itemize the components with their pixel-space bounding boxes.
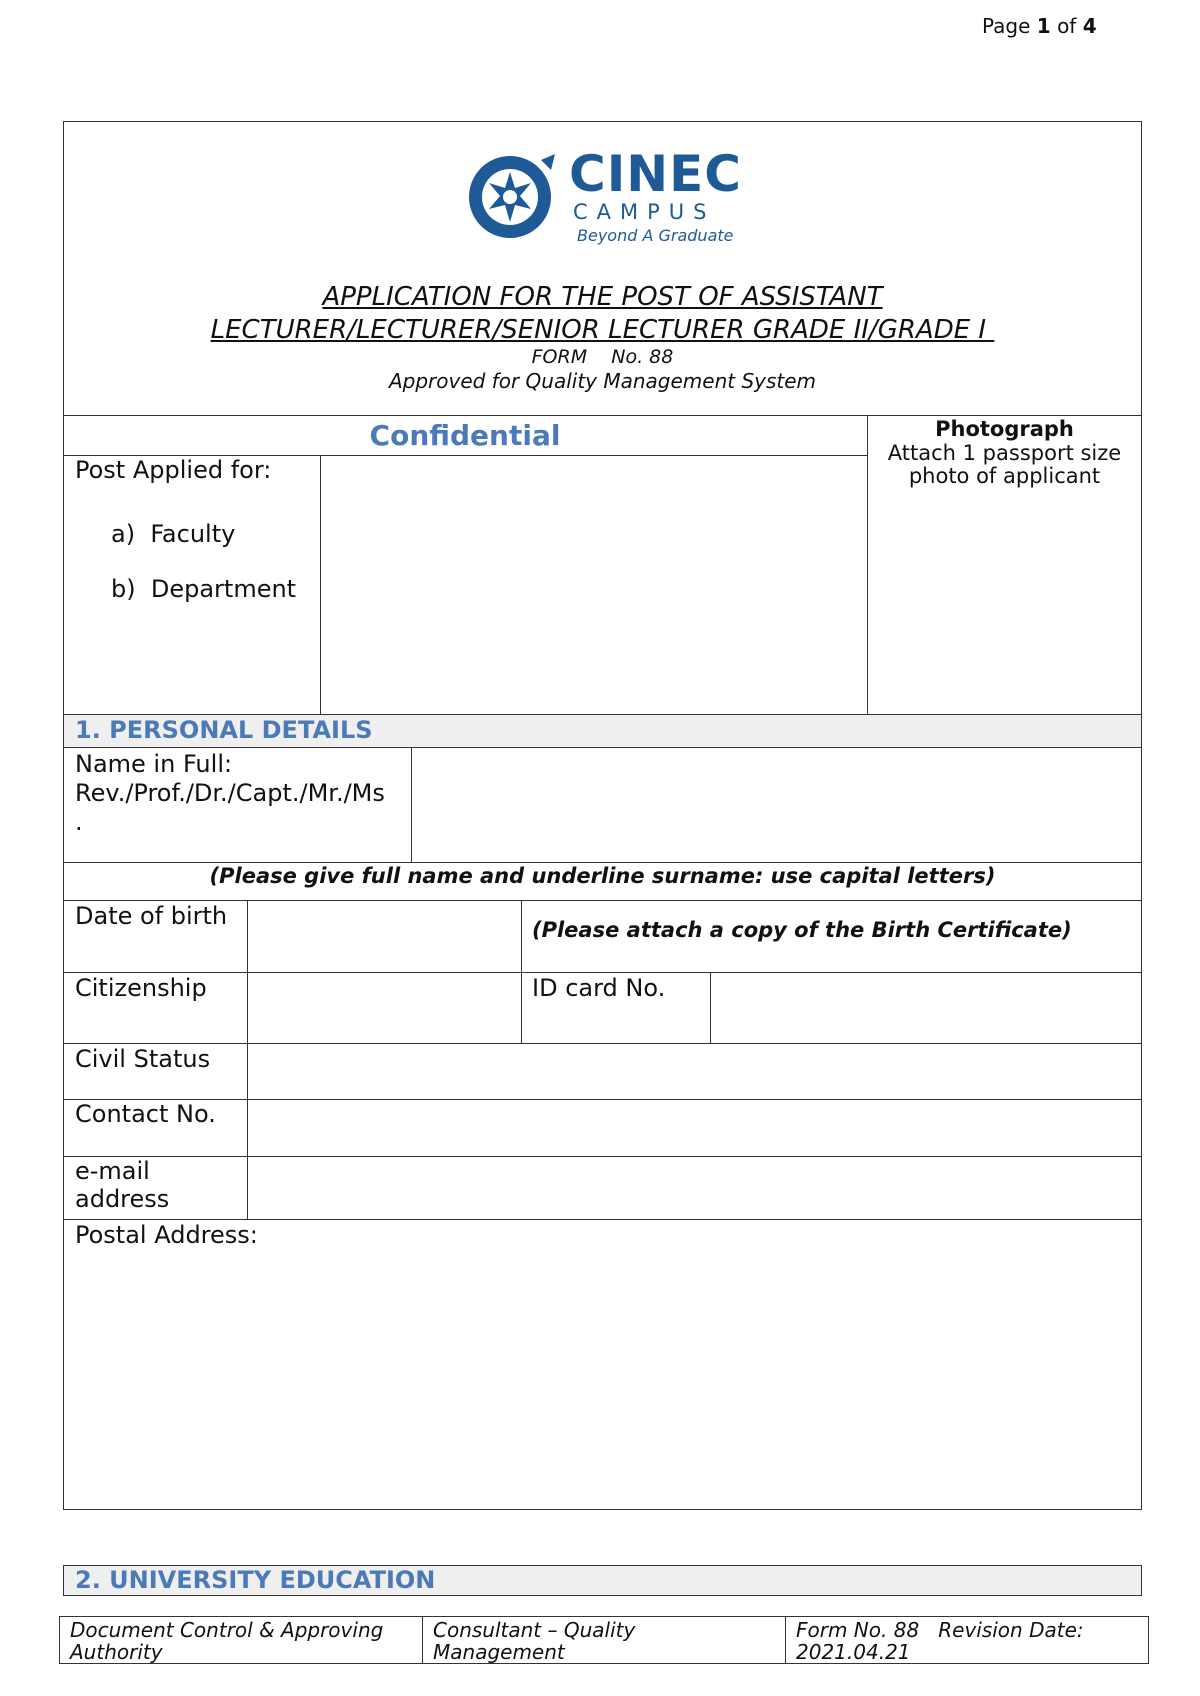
post-faculty-label: a) Faculty [111, 520, 236, 548]
cinec-logo [465, 145, 745, 250]
divider [63, 900, 1142, 901]
post-applied-label: Post Applied for: [75, 456, 272, 484]
post-applied-field[interactable] [322, 457, 865, 712]
civil-status-label: Civil Status [75, 1045, 211, 1073]
name-label-line2: Rev./Prof./Dr./Capt./Mr./Ms [75, 779, 385, 807]
divider [785, 1616, 786, 1664]
approved-note: Approved for Quality Management System [388, 369, 817, 393]
divider [63, 415, 1142, 416]
logo-name: CINEC [569, 145, 742, 203]
form-number: FORM No. 88 [531, 346, 674, 368]
divider [320, 455, 321, 714]
email-label-line1: e-mail [75, 1157, 150, 1185]
logo-sub: CAMPUS [573, 200, 716, 224]
footer-col2-line1: Consultant – Quality [433, 1618, 636, 1642]
post-department-label: b) Department [111, 575, 297, 603]
divider [710, 972, 711, 1043]
form-title-line2: LECTURER/LECTURER/SENIOR LECTURER GRADE II/GRADE I [210, 315, 995, 345]
name-field[interactable] [413, 749, 1140, 860]
name-note: (Please give full name and underline surname: use capital letters) [209, 864, 996, 888]
divider [63, 747, 1142, 748]
footer-col2-line2: Management [433, 1640, 565, 1664]
divider [411, 747, 412, 862]
birth-certificate-note: (Please attach a copy of the Birth Certificate) [532, 918, 1072, 942]
university-education-heading: 2. UNIVERSITY EDUCATION [75, 1566, 436, 1594]
dob-label: Date of birth [75, 902, 228, 930]
civil-status-field[interactable] [249, 1045, 1140, 1097]
photo-title: Photograph [935, 417, 1074, 441]
citizenship-label: Citizenship [75, 974, 207, 1002]
divider [63, 1156, 1142, 1157]
footer-col1-line1: Document Control & Approving [70, 1618, 384, 1642]
page-number: Page 1 of 4 [982, 14, 1097, 38]
footer-col3-line1: Form No. 88 Revision Date: [796, 1618, 1084, 1642]
name-label-line3: . [75, 808, 83, 836]
photo-line1: Attach 1 passport size [887, 441, 1122, 465]
divider [422, 1616, 423, 1664]
divider [63, 972, 1142, 973]
postal-address-label: Postal Address: [75, 1221, 258, 1249]
contact-label: Contact No. [75, 1100, 216, 1128]
divider [247, 900, 248, 1219]
photo-line2: photo of applicant [908, 464, 1101, 488]
logo-tagline: Beyond A Graduate [577, 226, 734, 245]
footer-col1-line2: Authority [70, 1640, 163, 1664]
footer-col3-line2: 2021.04.21 [796, 1640, 911, 1664]
postal-address-field[interactable] [65, 1252, 1140, 1508]
id-card-field[interactable] [712, 974, 1140, 1042]
contact-field[interactable] [249, 1101, 1140, 1155]
personal-details-heading: 1. PERSONAL DETAILS [75, 716, 373, 744]
divider [63, 1099, 1142, 1100]
dob-field[interactable] [249, 902, 519, 970]
divider [63, 1219, 1142, 1220]
confidential-label: Confidential [369, 419, 561, 452]
divider [63, 1043, 1142, 1044]
form-title-line1: APPLICATION FOR THE POST OF ASSISTANT [322, 282, 883, 312]
name-label-line1: Name in Full: [75, 750, 233, 778]
citizenship-field[interactable] [249, 974, 519, 1042]
email-label-line2: address [75, 1185, 170, 1213]
id-card-label: ID card No. [532, 974, 666, 1002]
email-field[interactable] [249, 1158, 1140, 1218]
